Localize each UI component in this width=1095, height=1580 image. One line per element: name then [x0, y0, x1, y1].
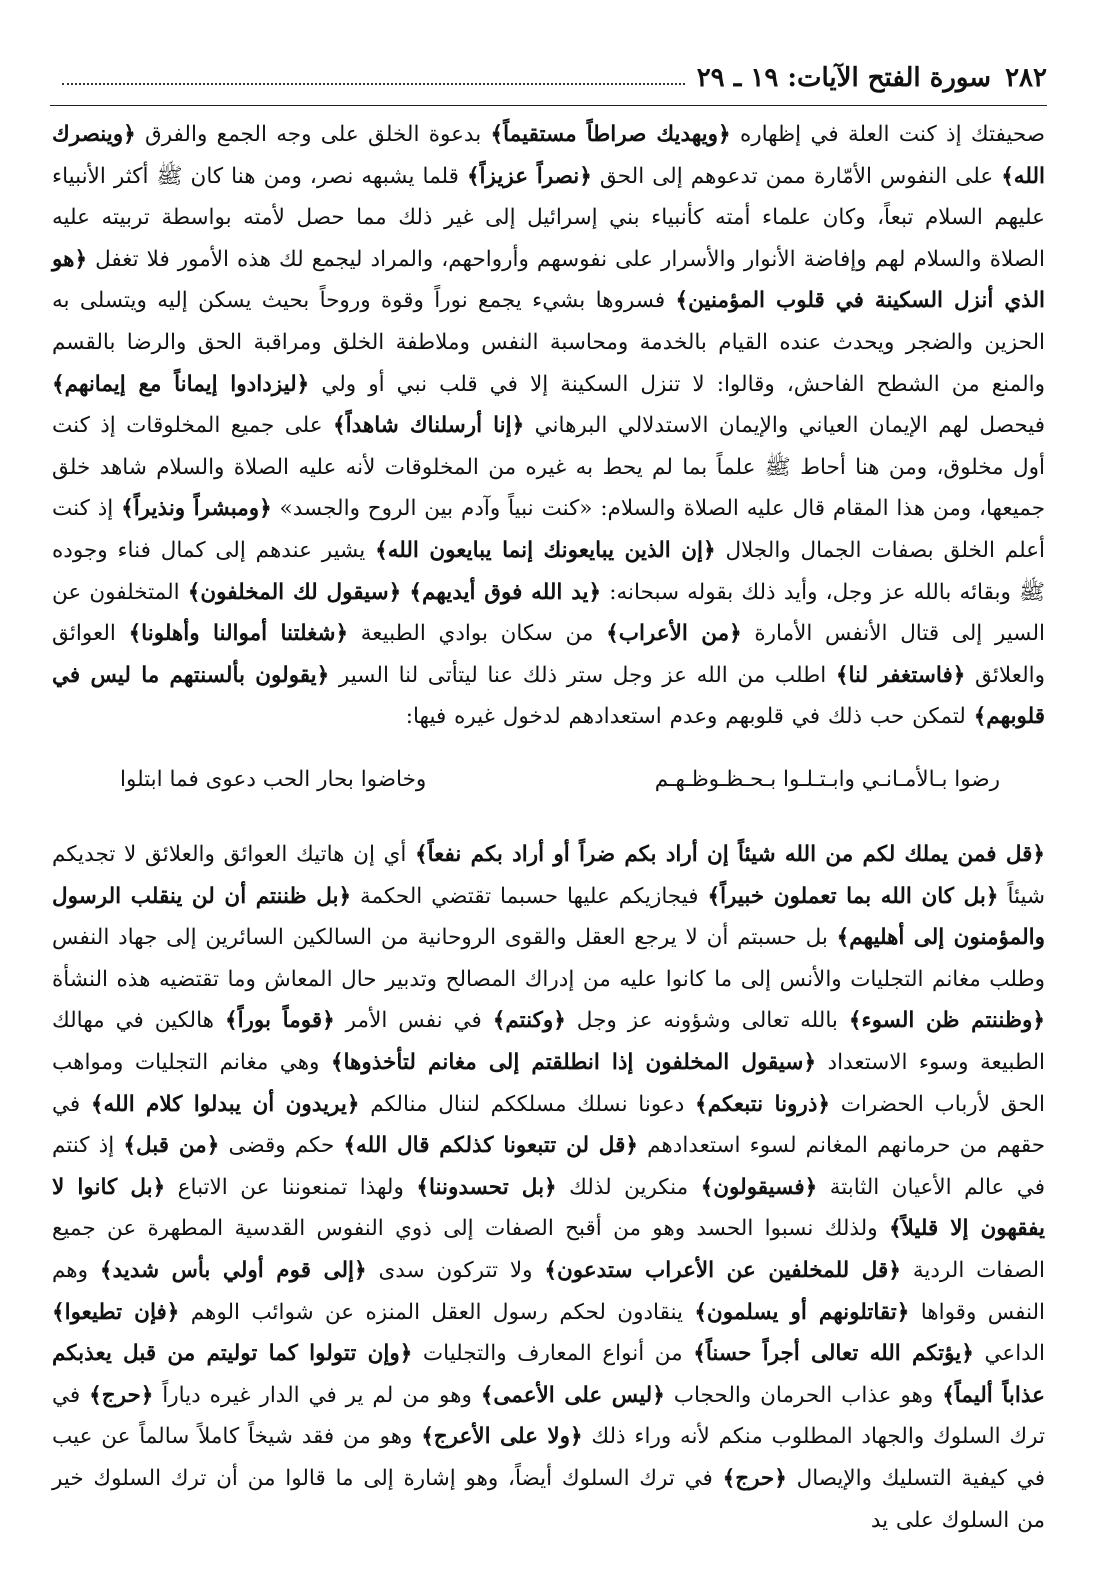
- commentary-text: الداعي: [973, 1341, 1045, 1367]
- commentary-text: في ترك السلوك والجهاد المطلوب منكم لأنه وراء ذلك: [52, 1382, 1046, 1450]
- quran-quote: ﴿تقاتلونهم أو يسلمون﴾: [694, 1299, 910, 1325]
- quran-quote: ﴿نصراً عزيزاً﴾: [466, 163, 592, 189]
- commentary-text: بل حسبتم أن لا يرجع العقل والقوى الروحانية من السالكين السائرين إلى جهاد النفس وطلب مغانم التجليات والأنس إلى ما كانوا عليه من إدراك المصالح وتدبير حال المعاش وما تقتضيه هذه النشأة: [52, 925, 1045, 992]
- commentary-text: ينقادون لحكم رسول العقل المنزه عن شوائب الوهم: [179, 1299, 695, 1325]
- commentary-text: حكم وقضى: [219, 1133, 344, 1159]
- quran-quote: ﴿من الأعراب﴾: [606, 621, 742, 647]
- quran-quote: ﴿يقولون بألسنتهم ما ليس في قلوبهم﴾: [52, 662, 1045, 730]
- commentary-text: من أنواع المعارف والتجليات: [412, 1341, 694, 1367]
- commentary-text: إذ كنت أعلم الخلق بصفات الجمال والجلال: [52, 496, 1045, 563]
- commentary-text: ولذلك نسبوا الحسد وهو من أقبح الصفات إلى ذوي النفوس القدسية المطهرة عن جميع الصفات الردية: [52, 1216, 1046, 1283]
- commentary-text: بدعوة الخلق على وجه الجمع والفرق: [135, 122, 491, 147]
- quran-quote: ﴿قل فمن يملك لكم من الله شيئاً إن أراد بكم ضراً أو أراد بكم نفعاً﴾: [415, 842, 1046, 867]
- commentary-text: لتمكن حب ذلك في قلوبهم وعدم استعدادهم لدخول غيره فيها:: [405, 704, 974, 730]
- quran-quote: ﴿قل للمخلفين عن الأعراب ستدعون﴾: [544, 1257, 901, 1283]
- commentary-text: المتخلفون عن السير إلى قتال الأنفس الأمارة: [52, 579, 1045, 647]
- quran-quote: ﴿إن الذين يبايعونك إنما يبايعون الله﴾: [375, 537, 716, 563]
- page-header: [50, 58, 1047, 98]
- commentary-text: العوائق والعلائق: [52, 621, 1045, 688]
- quran-quote: ﴿فاستغفر لنا﴾: [835, 662, 966, 688]
- commentary-text: فسروها بشيء يجمع نوراً وقوة وروحاً بحيث يسكن إليه ويتسلى به الحزين والضجر ويحدث عنده القيام بالخدمة ومحاسبة النفس وملاطفة الخلق ومراقبة الحق والرضا بالقسم والمنع من الشطح الفاحش، وقالوا: لا تنزل السكينة إلا في قلب نبي أو ولي: [52, 288, 1045, 397]
- quran-quote: ﴿هو الذي أنزل السكينة في قلوب المؤمنين﴾: [52, 246, 1045, 314]
- commentary-text: أي إن هاتيك العوائق والعلائق لا تجديكم شيئاً: [52, 842, 1045, 909]
- commentary-text: هالكين في مهالك الطبيعة وسوء الاستعداد: [52, 1008, 1045, 1075]
- commentary-text: على جميع المخلوقات إذ كنت أول مخلوق، ومن هنا أحاط ﷺ علماً بما لم يحط به غيره من المخلوقات لأنه عليه الصلاة والسلام شاهد خلق جميعها، ومن هذا المقام قال عليه الصلاة والسلام: «كنت نبياً وآدم بين الروح والجسد»: [52, 413, 1045, 522]
- commentary-text: في نفس الأمر: [334, 1008, 493, 1034]
- surah-title: سورة الفتح الآيات: ١٩ ـ ٢٩: [696, 63, 992, 93]
- quran-quote: ﴿ولا على الأعرج﴾: [421, 1424, 583, 1450]
- quran-quote: ﴿يريدون أن يبدلوا كلام الله﴾: [90, 1091, 360, 1117]
- quran-quote: ﴿قوماً بوراً﴾: [224, 1008, 335, 1034]
- quran-quote: ﴿وإن تتولوا كما توليتم من قبل يعذبكم عذاباً أليماً﴾: [52, 1341, 1045, 1408]
- header-rule: [50, 105, 1047, 106]
- quran-quote: ﴿سيقول لك المخلفون﴾: [187, 579, 402, 605]
- quran-quote: ﴿ذرونا نتبعكم﴾: [695, 1091, 830, 1117]
- quran-quote: ﴿ويهديك صراطاً مستقيماً﴾: [490, 122, 731, 147]
- commentary-text: فيحصل لهم الإيمان العياني والإيمان الاستدلالي البرهاني: [524, 413, 1045, 439]
- quran-quote: ﴿بل ظننتم أن لن ينقلب الرسول والمؤمنون إلى أهليهم﴾: [52, 883, 1045, 951]
- quran-quote: ﴿إنا أرسلناك شاهداً﴾: [333, 413, 525, 439]
- commentary-text: ولا تتركون سدى: [366, 1257, 545, 1283]
- quran-quote: ﴿إلى قوم أولي بأس شديد﴾: [99, 1257, 367, 1283]
- poem-hemistich-1: رضوا بـالأمـانـي وابـتـلـوا بـحـظـوظـهـم: [654, 767, 1000, 792]
- quran-quote: ﴿يد الله فوق أيديهم﴾: [409, 579, 602, 605]
- commentary-text: على النفوس الأمّارة ممن تدعوهم إلى الحق: [591, 163, 1002, 189]
- commentary-text: في حقهم من حرمانهم المغانم لسوء استعدادهم: [52, 1091, 1045, 1159]
- poem-verse: [120, 760, 1000, 800]
- commentary-text: وهي مغانم التجليات ومواهب الحق لأرباب الحضرات: [52, 1049, 1045, 1117]
- commentary-text: بالله تعالى وشؤونه عز وجل: [565, 1008, 849, 1034]
- quran-quote: ﴿وكنتم﴾: [492, 1008, 566, 1034]
- commentary-text: وهو من فقد شيخاً كاملاً سالماً عن عيب في كيفية التسليك والإيصال: [52, 1424, 1045, 1491]
- quran-quote: ﴿وظننتم ظن السوء﴾: [848, 1008, 1045, 1034]
- commentary-text: اطلب من الله عز وجل ستر ذلك عنا ليتأتى لنا السير: [329, 662, 836, 688]
- quran-quote: ﴿ومبشراً ونذيراً﴾: [121, 496, 272, 522]
- quran-quote: ﴿بل كانوا لا يفقهون إلا قليلاً﴾: [52, 1174, 1045, 1242]
- quran-quote: ﴿شغلتنا أموالنا وأهلونا﴾: [128, 621, 349, 647]
- quran-quote: ﴿فإن تطيعوا﴾: [52, 1299, 180, 1325]
- poem-hemistich-2: وخاضوا بحار الحب دعوى فما ابتلوا: [120, 767, 427, 792]
- commentary-text: قلما يشبهه نصر، ومن هنا كان ﷺ أكثر الأنبياء عليهم السلام تبعاً، وكان علماء أمته كأنبياء بني إسرائيل إلى غير ذلك مما حصل لأمته بواسطة تربيته عليه الصلاة والسلام لهم وإفاضة الأنوار والأسرار على نفوسهم وأرواحهم، والمراد ليجمع لك هذه الأمور فلا تغفل: [52, 163, 1045, 272]
- commentary-text: يشير عندهم إلى كمال فناء وجوده ﷺ وبقائه بالله عز وجل، وأيد ذلك بقوله سبحانه:: [52, 537, 1046, 605]
- quran-quote: ﴿وينصرك الله﴾: [52, 122, 1045, 189]
- quran-quote: ﴿حرج﴾: [89, 1382, 154, 1408]
- commentary-text: في ترك السلوك أيضاً، وهو إشارة إلى ما قالوا من أن ترك السلوك خير من السلوك على يد: [52, 1465, 1045, 1533]
- commentary-text: وهو من لم ير في الدار غيره دياراً: [153, 1382, 481, 1408]
- commentary-text: منكرين لذلك: [556, 1174, 701, 1200]
- header-leader-dots: [62, 83, 685, 85]
- commentary-text: فيجازيكم عليها حسبما تقتضي الحكمة: [351, 883, 708, 909]
- quran-quote: ﴿ليس على الأعمى﴾: [480, 1382, 665, 1408]
- quran-quote: ﴿بل كان الله بما تعملون خبيراً﴾: [707, 883, 999, 909]
- commentary-text: صحيفتك إذ كنت العلة في إظهاره: [730, 122, 1045, 147]
- quran-quote: ﴿حرج﴾: [722, 1465, 787, 1491]
- quran-quote: ﴿ليزدادوا إيماناً مع إيمانهم﴾: [52, 371, 310, 397]
- quran-quote: ﴿يؤتكم الله تعالى أجراً حسناً﴾: [693, 1341, 974, 1367]
- commentary-text: ولهذا تمنعوننا عن الاتباع: [165, 1174, 417, 1200]
- paragraph-2: [52, 834, 1045, 1541]
- quran-quote: ﴿سيقول المخلفون إذا انطلقتم إلى مغانم لتأخذوها﴾: [330, 1049, 817, 1075]
- quran-quote: ﴿قل لن تتبعونا كذلكم قال الله﴾: [343, 1133, 638, 1159]
- quran-quote: ﴿بل تحسدوننا﴾: [416, 1174, 557, 1200]
- commentary-text: وهم النفس وقواها: [52, 1257, 1045, 1325]
- commentary-text: من سكان بوادي الطبيعة: [348, 621, 607, 647]
- commentary-text: دعونا نسلك مسلككم لننال منالكم: [359, 1091, 696, 1117]
- commentary-text: إذ كنتم في عالم الأعيان الثابتة: [52, 1133, 1045, 1200]
- quran-quote: ﴿فسيقولون﴾: [700, 1174, 818, 1200]
- page-number: ٢٨٢: [1005, 63, 1047, 93]
- paragraph-1: [52, 114, 1045, 738]
- commentary-text: وهو عذاب الحرمان والحجاب: [664, 1382, 943, 1408]
- quran-quote: ﴿من قبل﴾: [123, 1133, 220, 1159]
